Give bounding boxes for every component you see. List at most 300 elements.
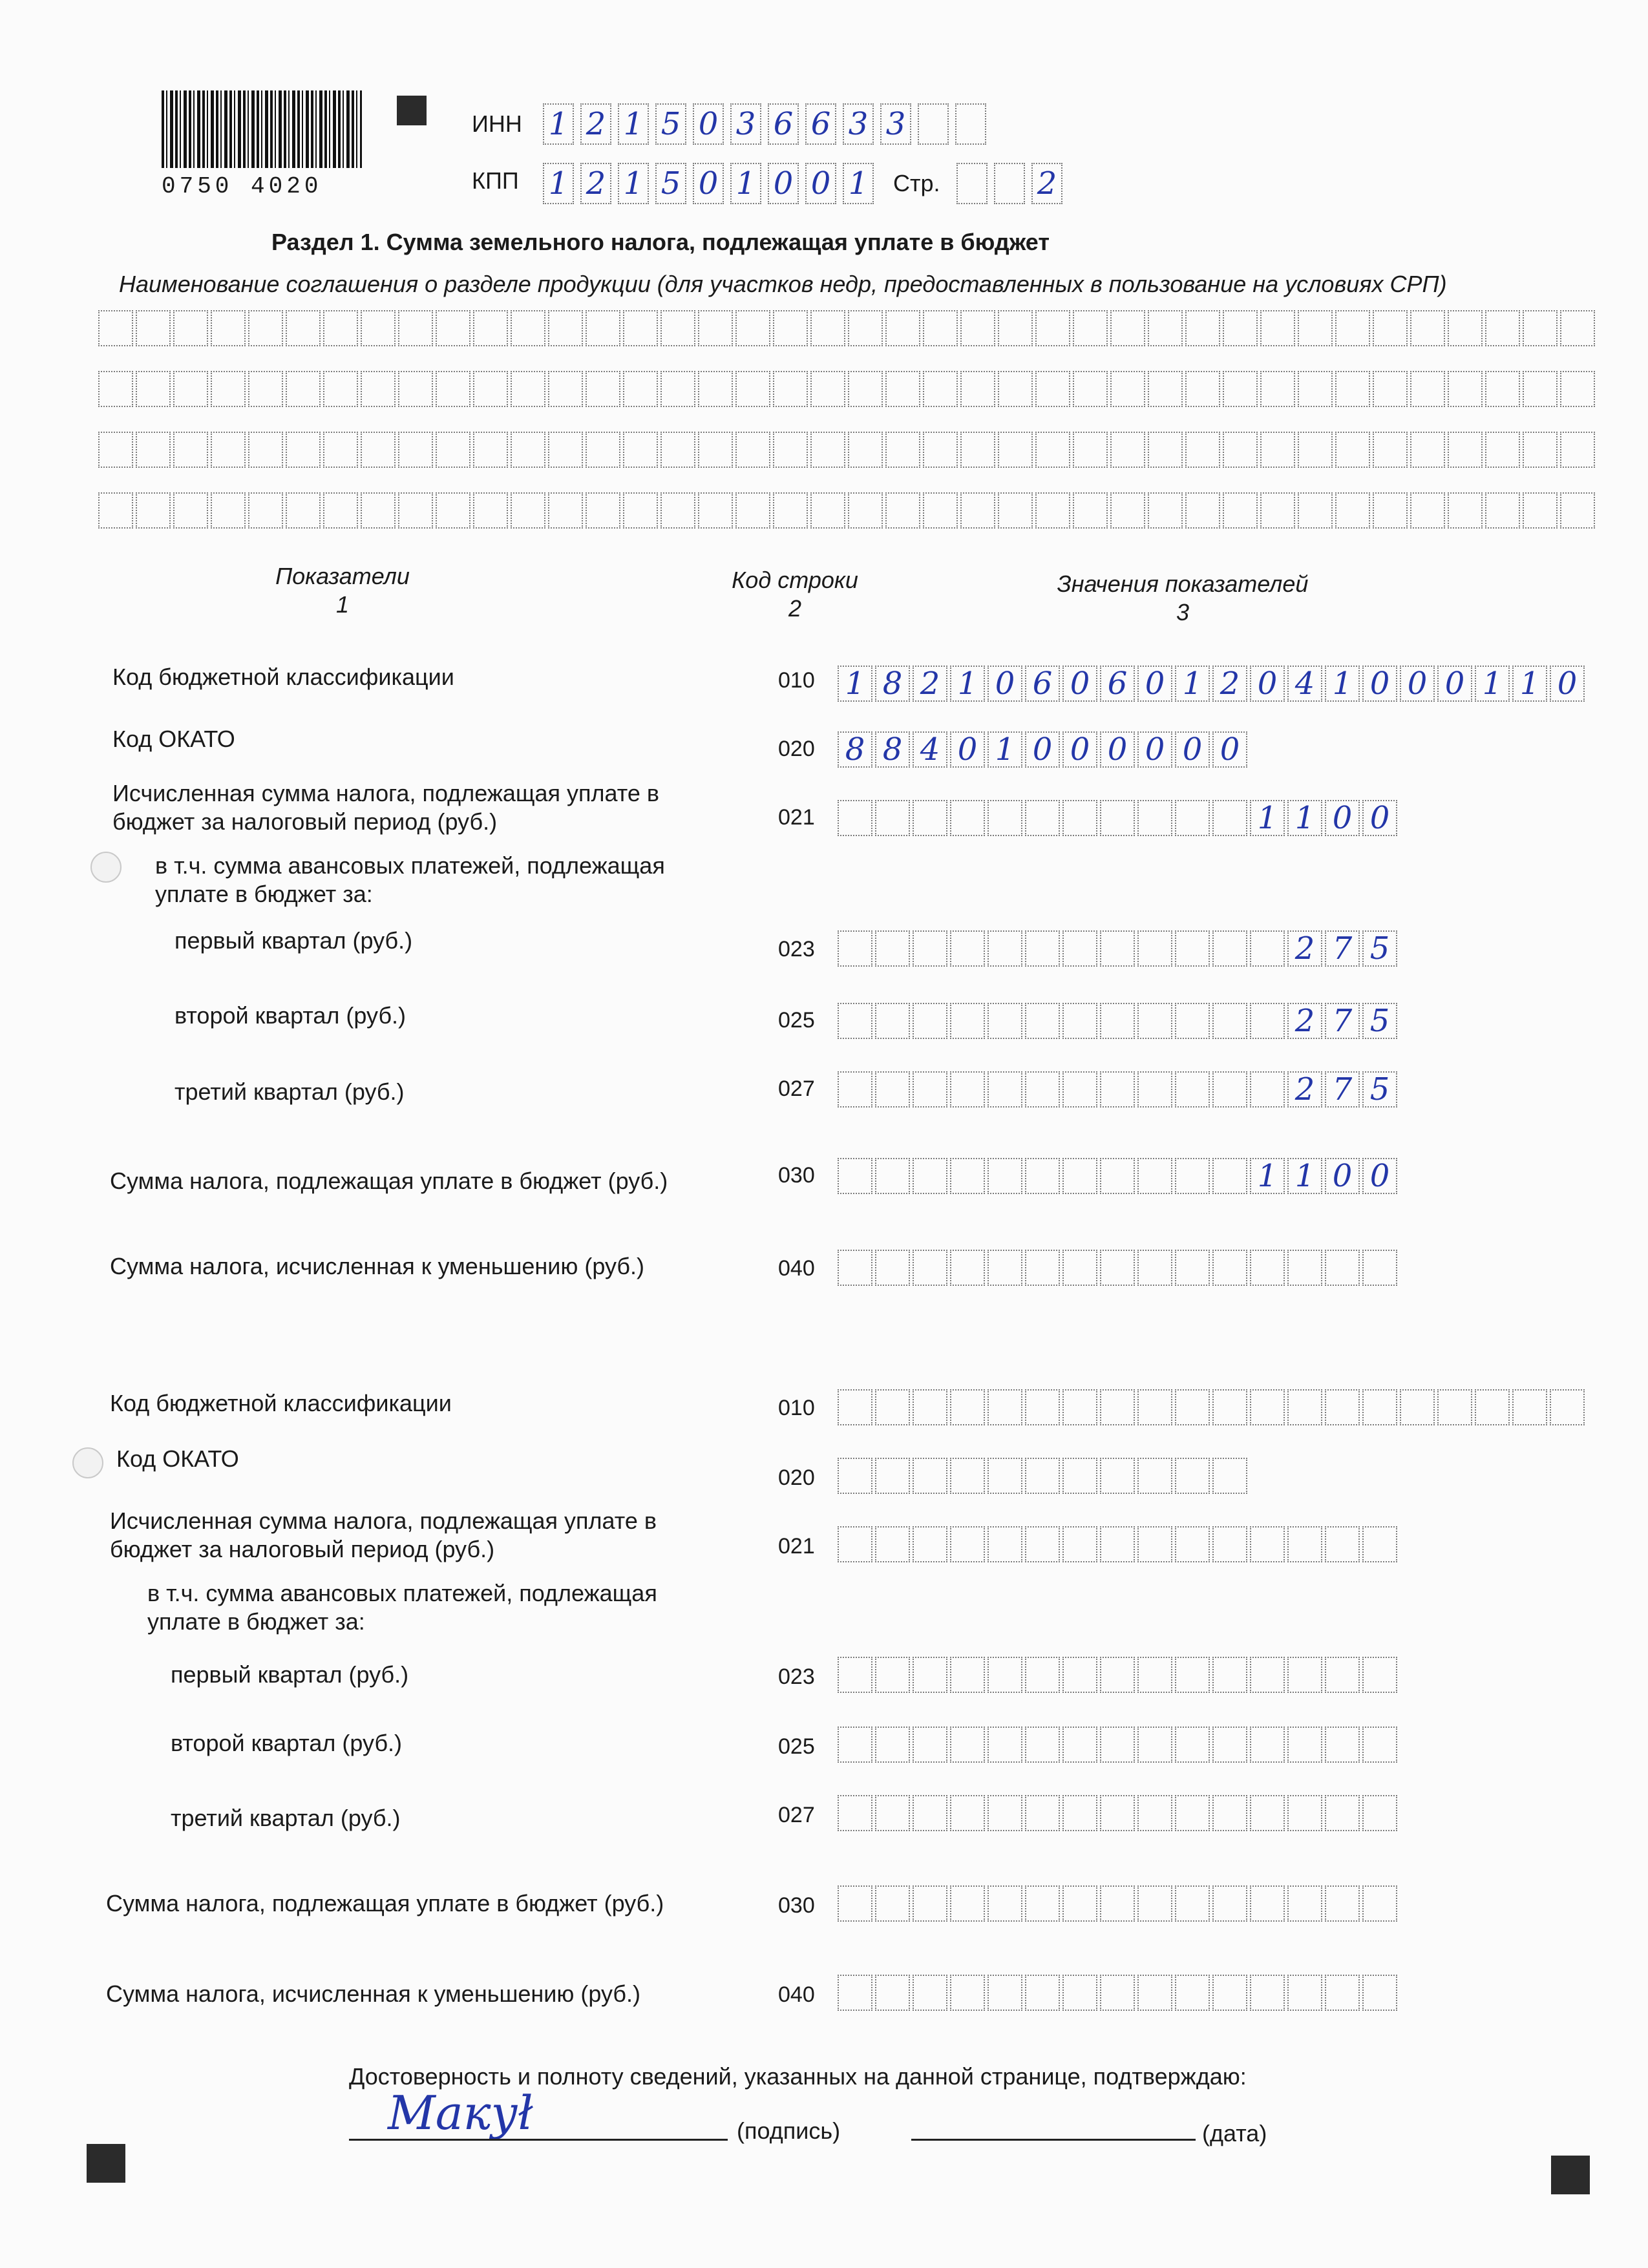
- char-cell[interactable]: [1250, 1250, 1285, 1286]
- char-cell[interactable]: [810, 371, 845, 407]
- char-cell[interactable]: [875, 1975, 910, 2011]
- char-cell[interactable]: [848, 432, 883, 468]
- okato-field[interactable]: [838, 731, 1250, 768]
- char-cell[interactable]: [1175, 1071, 1210, 1108]
- char-cell[interactable]: [286, 310, 321, 346]
- char-cell[interactable]: [1148, 371, 1183, 407]
- char-cell[interactable]: [1287, 1795, 1322, 1831]
- char-cell[interactable]: [1250, 930, 1285, 967]
- agreement-row[interactable]: [98, 492, 1598, 529]
- char-cell[interactable]: [1448, 371, 1483, 407]
- char-cell[interactable]: [735, 432, 770, 468]
- char-cell[interactable]: 7: [1325, 930, 1360, 967]
- char-cell[interactable]: [1062, 1975, 1097, 2011]
- char-cell[interactable]: [960, 371, 995, 407]
- char-cell[interactable]: 4: [1287, 666, 1322, 702]
- char-cell[interactable]: [913, 1250, 947, 1286]
- char-cell[interactable]: [950, 1389, 985, 1425]
- char-cell[interactable]: [988, 1158, 1022, 1194]
- char-cell[interactable]: [1062, 1727, 1097, 1763]
- decrease-field[interactable]: [838, 1975, 1400, 2011]
- char-cell[interactable]: 1: [1250, 800, 1285, 836]
- char-cell[interactable]: [1137, 1885, 1172, 1922]
- char-cell[interactable]: 6: [805, 103, 836, 145]
- char-cell[interactable]: 8: [875, 731, 910, 768]
- char-cell[interactable]: [1175, 930, 1210, 967]
- char-cell[interactable]: [1223, 371, 1258, 407]
- char-cell[interactable]: [1025, 1158, 1060, 1194]
- char-cell[interactable]: [623, 432, 658, 468]
- char-cell[interactable]: [1175, 1975, 1210, 2011]
- char-cell[interactable]: [1110, 432, 1145, 468]
- char-cell[interactable]: [1137, 930, 1172, 967]
- char-cell[interactable]: [1250, 1389, 1285, 1425]
- char-cell[interactable]: [988, 1795, 1022, 1831]
- char-cell[interactable]: 1: [950, 666, 985, 702]
- char-cell[interactable]: [838, 1389, 872, 1425]
- char-cell[interactable]: [950, 1003, 985, 1039]
- char-cell[interactable]: [323, 492, 358, 529]
- char-cell[interactable]: [1175, 1885, 1210, 1922]
- char-cell[interactable]: 1: [1475, 666, 1510, 702]
- char-cell[interactable]: [698, 432, 733, 468]
- char-cell[interactable]: 4: [913, 731, 947, 768]
- char-cell[interactable]: [1137, 1975, 1172, 2011]
- char-cell[interactable]: [1100, 800, 1135, 836]
- inn-field[interactable]: [543, 103, 993, 145]
- char-cell[interactable]: [913, 1795, 947, 1831]
- char-cell[interactable]: [950, 1885, 985, 1922]
- char-cell[interactable]: [885, 432, 920, 468]
- char-cell[interactable]: [660, 371, 695, 407]
- char-cell[interactable]: [1025, 1389, 1060, 1425]
- q1-field[interactable]: [838, 930, 1400, 967]
- char-cell[interactable]: [998, 492, 1033, 529]
- char-cell[interactable]: [913, 1975, 947, 2011]
- char-cell[interactable]: [1100, 1885, 1135, 1922]
- char-cell[interactable]: [1250, 1795, 1285, 1831]
- char-cell[interactable]: [1175, 1458, 1210, 1494]
- char-cell[interactable]: [1260, 432, 1295, 468]
- char-cell[interactable]: 1: [543, 163, 574, 204]
- char-cell[interactable]: [950, 800, 985, 836]
- char-cell[interactable]: [511, 371, 545, 407]
- char-cell[interactable]: [1212, 1071, 1247, 1108]
- char-cell[interactable]: [838, 1657, 872, 1693]
- char-cell[interactable]: [1035, 310, 1070, 346]
- char-cell[interactable]: [923, 310, 958, 346]
- char-cell[interactable]: 0: [1100, 731, 1135, 768]
- char-cell[interactable]: [1410, 310, 1445, 346]
- char-cell[interactable]: [1362, 1795, 1397, 1831]
- char-cell[interactable]: [173, 371, 208, 407]
- char-cell[interactable]: 8: [838, 731, 872, 768]
- char-cell[interactable]: [1362, 1975, 1397, 2011]
- char-cell[interactable]: [960, 492, 995, 529]
- char-cell[interactable]: [286, 432, 321, 468]
- char-cell[interactable]: [1100, 1526, 1135, 1562]
- char-cell[interactable]: [436, 371, 470, 407]
- char-cell[interactable]: [1137, 1526, 1172, 1562]
- agreement-row[interactable]: [98, 371, 1598, 407]
- char-cell[interactable]: 1: [543, 103, 574, 145]
- char-cell[interactable]: [960, 310, 995, 346]
- char-cell[interactable]: [1148, 310, 1183, 346]
- char-cell[interactable]: [1287, 1250, 1322, 1286]
- char-cell[interactable]: [988, 1389, 1022, 1425]
- char-cell[interactable]: 2: [1031, 163, 1062, 204]
- char-cell[interactable]: [286, 492, 321, 529]
- char-cell[interactable]: [1073, 492, 1108, 529]
- char-cell[interactable]: [848, 492, 883, 529]
- char-cell[interactable]: [323, 371, 358, 407]
- char-cell[interactable]: [988, 930, 1022, 967]
- char-cell[interactable]: [735, 310, 770, 346]
- char-cell[interactable]: [1025, 1885, 1060, 1922]
- char-cell[interactable]: [1025, 1071, 1060, 1108]
- char-cell[interactable]: [875, 1795, 910, 1831]
- char-cell[interactable]: [950, 1975, 985, 2011]
- char-cell[interactable]: [1137, 1657, 1172, 1693]
- char-cell[interactable]: [838, 1458, 872, 1494]
- char-cell[interactable]: [1485, 432, 1520, 468]
- char-cell[interactable]: [735, 492, 770, 529]
- char-cell[interactable]: [1335, 492, 1370, 529]
- char-cell[interactable]: 5: [1362, 1003, 1397, 1039]
- char-cell[interactable]: [698, 492, 733, 529]
- char-cell[interactable]: [875, 1389, 910, 1425]
- char-cell[interactable]: [913, 800, 947, 836]
- char-cell[interactable]: [1212, 1727, 1247, 1763]
- char-cell[interactable]: [1287, 1885, 1322, 1922]
- char-cell[interactable]: [98, 371, 133, 407]
- char-cell[interactable]: [1250, 1975, 1285, 2011]
- char-cell[interactable]: [1325, 1795, 1360, 1831]
- char-cell[interactable]: [1373, 492, 1408, 529]
- char-cell[interactable]: [988, 1458, 1022, 1494]
- char-cell[interactable]: [1325, 1526, 1360, 1562]
- char-cell[interactable]: 0: [1400, 666, 1435, 702]
- char-cell[interactable]: [1100, 1795, 1135, 1831]
- char-cell[interactable]: [1185, 371, 1220, 407]
- char-cell[interactable]: [838, 930, 872, 967]
- char-cell[interactable]: [838, 1975, 872, 2011]
- char-cell[interactable]: [1212, 1158, 1247, 1194]
- char-cell[interactable]: [1560, 492, 1595, 529]
- char-cell[interactable]: [913, 1003, 947, 1039]
- char-cell[interactable]: [1212, 930, 1247, 967]
- char-cell[interactable]: 0: [1325, 1158, 1360, 1194]
- char-cell[interactable]: [623, 310, 658, 346]
- char-cell[interactable]: [398, 432, 433, 468]
- char-cell[interactable]: [773, 310, 808, 346]
- char-cell[interactable]: [1325, 1727, 1360, 1763]
- char-cell[interactable]: [1025, 1795, 1060, 1831]
- char-cell[interactable]: 2: [1287, 1003, 1322, 1039]
- char-cell[interactable]: [988, 800, 1022, 836]
- char-cell[interactable]: [1560, 371, 1595, 407]
- char-cell[interactable]: [436, 492, 470, 529]
- char-cell[interactable]: 6: [1025, 666, 1060, 702]
- char-cell[interactable]: 1: [988, 731, 1022, 768]
- char-cell[interactable]: [955, 103, 986, 145]
- char-cell[interactable]: [998, 371, 1033, 407]
- char-cell[interactable]: [1523, 371, 1558, 407]
- char-cell[interactable]: [548, 310, 583, 346]
- char-cell[interactable]: [398, 310, 433, 346]
- decrease-field[interactable]: [838, 1250, 1400, 1286]
- char-cell[interactable]: [1175, 1795, 1210, 1831]
- char-cell[interactable]: [875, 1071, 910, 1108]
- char-cell[interactable]: [1362, 1389, 1397, 1425]
- char-cell[interactable]: [1560, 310, 1595, 346]
- char-cell[interactable]: [950, 1250, 985, 1286]
- char-cell[interactable]: [1212, 1003, 1247, 1039]
- char-cell[interactable]: 7: [1325, 1003, 1360, 1039]
- char-cell[interactable]: [248, 432, 283, 468]
- char-cell[interactable]: 2: [580, 103, 611, 145]
- char-cell[interactable]: [950, 1727, 985, 1763]
- char-cell[interactable]: [1100, 1657, 1135, 1693]
- char-cell[interactable]: 0: [1137, 731, 1172, 768]
- char-cell[interactable]: [436, 432, 470, 468]
- char-cell[interactable]: [511, 432, 545, 468]
- char-cell[interactable]: [1212, 1657, 1247, 1693]
- char-cell[interactable]: [473, 432, 508, 468]
- char-cell[interactable]: [211, 310, 246, 346]
- char-cell[interactable]: [1362, 1885, 1397, 1922]
- char-cell[interactable]: 5: [655, 103, 686, 145]
- char-cell[interactable]: [1250, 1885, 1285, 1922]
- char-cell[interactable]: [1410, 371, 1445, 407]
- char-cell[interactable]: [1175, 1727, 1210, 1763]
- char-cell[interactable]: 5: [1362, 1071, 1397, 1108]
- char-cell[interactable]: [1175, 1526, 1210, 1562]
- char-cell[interactable]: [838, 1250, 872, 1286]
- char-cell[interactable]: [1137, 1003, 1172, 1039]
- char-cell[interactable]: [286, 371, 321, 407]
- char-cell[interactable]: [950, 1526, 985, 1562]
- char-cell[interactable]: [1523, 432, 1558, 468]
- char-cell[interactable]: [698, 310, 733, 346]
- char-cell[interactable]: [1260, 492, 1295, 529]
- char-cell[interactable]: 1: [1287, 800, 1322, 836]
- char-cell[interactable]: [1025, 1975, 1060, 2011]
- char-cell[interactable]: [1373, 310, 1408, 346]
- char-cell[interactable]: [988, 1250, 1022, 1286]
- char-cell[interactable]: [136, 432, 171, 468]
- char-cell[interactable]: [998, 310, 1033, 346]
- char-cell[interactable]: [988, 1003, 1022, 1039]
- page-number-field[interactable]: [956, 163, 1069, 204]
- char-cell[interactable]: [1212, 1526, 1247, 1562]
- char-cell[interactable]: 0: [1325, 800, 1360, 836]
- char-cell[interactable]: [1287, 1389, 1322, 1425]
- char-cell[interactable]: [913, 1389, 947, 1425]
- char-cell[interactable]: [1100, 1158, 1135, 1194]
- char-cell[interactable]: [1062, 1158, 1097, 1194]
- char-cell[interactable]: [1287, 1727, 1322, 1763]
- char-cell[interactable]: [1437, 1389, 1472, 1425]
- char-cell[interactable]: [623, 371, 658, 407]
- char-cell[interactable]: [1110, 492, 1145, 529]
- char-cell[interactable]: [1025, 800, 1060, 836]
- char-cell[interactable]: [1062, 1003, 1097, 1039]
- char-cell[interactable]: [1110, 371, 1145, 407]
- char-cell[interactable]: 0: [1550, 666, 1585, 702]
- char-cell[interactable]: [988, 1975, 1022, 2011]
- char-cell[interactable]: [548, 492, 583, 529]
- char-cell[interactable]: [848, 310, 883, 346]
- char-cell[interactable]: [838, 1071, 872, 1108]
- char-cell[interactable]: [1550, 1389, 1585, 1425]
- char-cell[interactable]: [875, 1727, 910, 1763]
- char-cell[interactable]: [1400, 1389, 1435, 1425]
- char-cell[interactable]: [885, 492, 920, 529]
- char-cell[interactable]: [1175, 800, 1210, 836]
- char-cell[interactable]: 1: [1175, 666, 1210, 702]
- char-cell[interactable]: [1475, 1389, 1510, 1425]
- char-cell[interactable]: [875, 1158, 910, 1194]
- calc-tax-field[interactable]: [838, 800, 1400, 836]
- char-cell[interactable]: [1062, 800, 1097, 836]
- char-cell[interactable]: 2: [580, 163, 611, 204]
- char-cell[interactable]: [1410, 492, 1445, 529]
- char-cell[interactable]: [950, 1657, 985, 1693]
- char-cell[interactable]: [1175, 1003, 1210, 1039]
- char-cell[interactable]: [1250, 1526, 1285, 1562]
- char-cell[interactable]: [1212, 1885, 1247, 1922]
- char-cell[interactable]: [875, 1885, 910, 1922]
- char-cell[interactable]: [1100, 1003, 1135, 1039]
- payable-field[interactable]: [838, 1885, 1400, 1922]
- char-cell[interactable]: [660, 432, 695, 468]
- char-cell[interactable]: [1137, 1158, 1172, 1194]
- char-cell[interactable]: [1025, 1526, 1060, 1562]
- char-cell[interactable]: [1287, 1657, 1322, 1693]
- q2-field[interactable]: [838, 1003, 1400, 1039]
- char-cell[interactable]: [913, 1727, 947, 1763]
- char-cell[interactable]: [913, 1158, 947, 1194]
- char-cell[interactable]: 1: [618, 163, 649, 204]
- char-cell[interactable]: [1512, 1389, 1547, 1425]
- char-cell[interactable]: [1137, 1071, 1172, 1108]
- q3-field[interactable]: [838, 1795, 1400, 1831]
- char-cell[interactable]: [1325, 1250, 1360, 1286]
- char-cell[interactable]: [913, 1885, 947, 1922]
- char-cell[interactable]: [136, 371, 171, 407]
- char-cell[interactable]: 3: [843, 103, 874, 145]
- char-cell[interactable]: [1025, 930, 1060, 967]
- char-cell[interactable]: 1: [1287, 1158, 1322, 1194]
- char-cell[interactable]: [875, 930, 910, 967]
- char-cell[interactable]: [1250, 1727, 1285, 1763]
- char-cell[interactable]: [913, 930, 947, 967]
- char-cell[interactable]: 6: [768, 103, 799, 145]
- char-cell[interactable]: [913, 1458, 947, 1494]
- char-cell[interactable]: [323, 310, 358, 346]
- char-cell[interactable]: 0: [1025, 731, 1060, 768]
- char-cell[interactable]: [1137, 1727, 1172, 1763]
- char-cell[interactable]: [838, 1795, 872, 1831]
- char-cell[interactable]: [1035, 371, 1070, 407]
- char-cell[interactable]: [1335, 371, 1370, 407]
- char-cell[interactable]: 0: [1362, 666, 1397, 702]
- char-cell[interactable]: [1148, 492, 1183, 529]
- char-cell[interactable]: [988, 1657, 1022, 1693]
- char-cell[interactable]: 0: [1062, 731, 1097, 768]
- char-cell[interactable]: [1100, 1389, 1135, 1425]
- char-cell[interactable]: [473, 371, 508, 407]
- char-cell[interactable]: [773, 492, 808, 529]
- char-cell[interactable]: [361, 432, 396, 468]
- char-cell[interactable]: 3: [880, 103, 911, 145]
- char-cell[interactable]: [1212, 800, 1247, 836]
- char-cell[interactable]: [773, 371, 808, 407]
- char-cell[interactable]: [773, 432, 808, 468]
- char-cell[interactable]: [998, 432, 1033, 468]
- char-cell[interactable]: [1325, 1885, 1360, 1922]
- char-cell[interactable]: [1298, 310, 1333, 346]
- char-cell[interactable]: [913, 1071, 947, 1108]
- char-cell[interactable]: [1062, 930, 1097, 967]
- char-cell[interactable]: [1298, 492, 1333, 529]
- char-cell[interactable]: [1062, 1885, 1097, 1922]
- char-cell[interactable]: [1137, 1795, 1172, 1831]
- agreement-row[interactable]: [98, 310, 1598, 346]
- char-cell[interactable]: [875, 1003, 910, 1039]
- char-cell[interactable]: [1062, 1071, 1097, 1108]
- char-cell[interactable]: [923, 371, 958, 407]
- char-cell[interactable]: [1062, 1657, 1097, 1693]
- char-cell[interactable]: [248, 371, 283, 407]
- char-cell[interactable]: [950, 1795, 985, 1831]
- char-cell[interactable]: [1448, 492, 1483, 529]
- char-cell[interactable]: [1073, 371, 1108, 407]
- char-cell[interactable]: 2: [913, 666, 947, 702]
- char-cell[interactable]: [956, 163, 988, 204]
- char-cell[interactable]: [586, 310, 620, 346]
- char-cell[interactable]: 8: [875, 666, 910, 702]
- char-cell[interactable]: [1362, 1657, 1397, 1693]
- char-cell[interactable]: 0: [693, 103, 724, 145]
- char-cell[interactable]: [1185, 432, 1220, 468]
- calc-tax-field[interactable]: [838, 1526, 1400, 1562]
- char-cell[interactable]: [1025, 1727, 1060, 1763]
- q2-field[interactable]: [838, 1727, 1400, 1763]
- char-cell[interactable]: [1448, 310, 1483, 346]
- char-cell[interactable]: 1: [1325, 666, 1360, 702]
- char-cell[interactable]: 1: [618, 103, 649, 145]
- char-cell[interactable]: [875, 1250, 910, 1286]
- char-cell[interactable]: [1100, 1975, 1135, 2011]
- char-cell[interactable]: [1335, 310, 1370, 346]
- char-cell[interactable]: [875, 1458, 910, 1494]
- char-cell[interactable]: [1298, 432, 1333, 468]
- char-cell[interactable]: 0: [1362, 800, 1397, 836]
- char-cell[interactable]: [988, 1885, 1022, 1922]
- char-cell[interactable]: [1260, 310, 1295, 346]
- char-cell[interactable]: [1362, 1526, 1397, 1562]
- char-cell[interactable]: [586, 371, 620, 407]
- char-cell[interactable]: [1062, 1795, 1097, 1831]
- char-cell[interactable]: [988, 1071, 1022, 1108]
- char-cell[interactable]: [875, 800, 910, 836]
- char-cell[interactable]: [98, 492, 133, 529]
- char-cell[interactable]: [885, 371, 920, 407]
- char-cell[interactable]: [398, 492, 433, 529]
- char-cell[interactable]: [623, 492, 658, 529]
